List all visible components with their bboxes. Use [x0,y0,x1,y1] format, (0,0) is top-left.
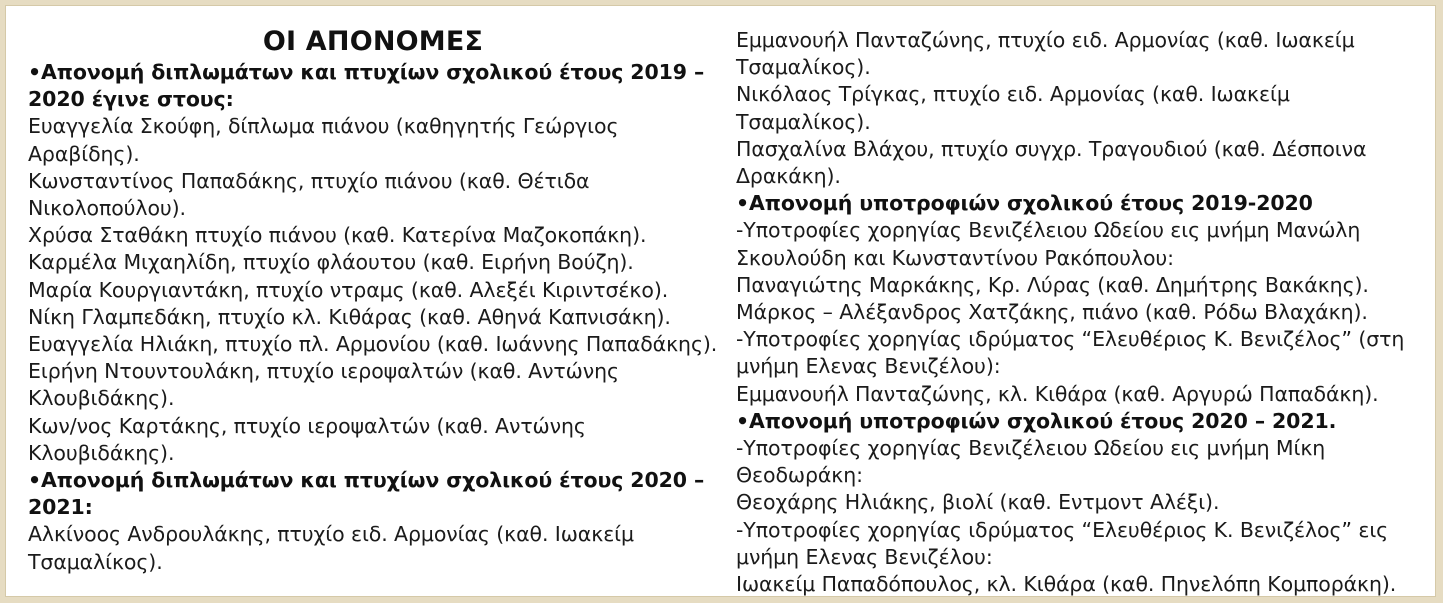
article-title: ΟΙ ΑΠΟΝΟΜΕΣ [262,26,484,57]
text-line: -Υποτροφίες χορηγίας Βενιζέλειου Ωδείου εις μνήμη Μίκη [736,436,1326,461]
text-line: μνήμη Ελενας Βενιζέλου: [736,544,993,569]
text-line: Ευαγγελία Ηλιάκη, πτυχίο πλ. Αρμονίου (καθ. Ιωάννης Παπαδάκης). [28,332,718,357]
right-column [736,27,1426,598]
text-line: Μάρκος – Αλέξανδρος Χατζάκης, πιάνο (καθ. Ρόδω Βλαχάκη). [736,300,1368,325]
text-line: μνήμη Ελενας Βενιζέλου): [736,354,1001,379]
section-heading-line: •Απονομή διπλωμάτων και πτυχίων σχολικού έτους 2020 – [28,468,705,493]
text-line: Αλκίνοος Ανδρουλάκης, πτυχίο ειδ. Αρμονίας (καθ. Ιωακείμ [28,522,634,547]
text-line: Μαρία Κουργιαντάκη, πτυχίο ντραμς (καθ. Αλεξέι Κιριντσέκο). [28,277,669,302]
text-line: Εμμανουήλ Πανταζώνης, πτυχίο ειδ. Αρμονίας (καθ. Ιωακείμ [736,28,1355,52]
text-line: Ειρήνη Ντουντουλάκη, πτυχίο ιεροψαλτών (καθ. Αντώνης [28,359,619,384]
text-line: Ευαγγελία Σκούφη, δίπλωμα πιάνου (καθηγητής Γεώργιος [28,114,619,139]
text-line: -Υποτροφίες χορηγίας ιδρύματος “Ελευθέριος Κ. Βενιζέλος” (στη [736,327,1405,352]
text-line: Νικολοπούλου). [28,196,186,221]
text-line: Θεοχάρης Ηλιάκης, βιολί (καθ. Εντμοντ Αλέξι). [736,490,1220,515]
text-line: Θεοδωράκη: [736,463,863,488]
text-line: Αραβίδης). [28,141,140,166]
text-line: Κλουβιδάκης). [28,440,175,465]
text-line: Πασχαλίνα Βλάχου, πτυχίο συγχρ. Τραγουδιού (καθ. Δέσποινα [736,136,1367,161]
text-line: Παναγιώτης Μαρκάκης, Κρ. Λύρας (καθ. Δημήτρης Βακάκης). [736,272,1369,297]
text-line: Κλουβιδάκης). [28,386,175,411]
text-line: -Υποτροφίες χορηγίας ιδρύματος “Ελευθέριος Κ. Βενιζέλος” εις [736,517,1389,542]
article-frame [5,5,1436,597]
text-line: Δρακάκη). [736,164,841,189]
text-line: Τσαμαλίκος). [28,549,163,574]
text-line: Κωνσταντίνος Παπαδάκης, πτυχίο πιάνου (καθ. Θέτιδα [28,168,590,193]
text-line: Κων/νος Καρτάκης, πτυχίο ιεροψαλτών (καθ. Αντώνης [28,413,586,438]
text-line: Χρύσα Σταθάκη πτυχίο πιάνου (καθ. Κατερίνα Μαζοκοπάκη). [28,223,647,248]
section-heading-line: 2020 έγινε στους: [28,87,234,112]
section-heading-line: •Απονομή υποτροφιών σχολικού έτους 2019-2020 [736,191,1313,216]
text-line: Ιωακείμ Παπαδόπουλος, κλ. Κιθάρα (καθ. Πηνελόπη Κομποράκη). [736,572,1397,597]
text-line: Καρμέλα Μιχαηλίδη, πτυχίο φλάουτου (καθ. Ειρήνη Βούζη). [28,250,634,275]
section-heading-line: 2021: [28,495,93,520]
text-line: Σκουλούδη και Κωνσταντίνου Ρακόπουλου: [736,245,1174,270]
section-heading-line: •Απονομή υποτροφιών σχολικού έτους 2020 – 2021. [736,408,1337,433]
text-line: Νίκη Γλαμπεδάκη, πτυχίο κλ. Κιθάρας (καθ. Αθηνά Καπνισάκη). [28,304,671,329]
right-text-block [736,27,1426,598]
text-line: Νικόλαος Τρίγκας, πτυχίο ειδ. Αρμονίας (καθ. Ιωακείμ Τσαμαλίκος). [736,82,1297,134]
left-text-block [28,59,718,576]
text-line: -Υποτροφίες χορηγίας Βενιζέλειου Ωδείου εις μνήμη Μανώλη [736,218,1361,243]
left-column [28,26,718,576]
text-line: Τσαμαλίκος). [736,55,871,80]
text-line: Εμμανουήλ Πανταζώνης, κλ. Κιθάρα (καθ. Αργυρώ Παπαδάκη). [736,381,1379,406]
section-heading-line: •Απονομή διπλωμάτων και πτυχίων σχολικού έτους 2019 – [28,60,705,84]
